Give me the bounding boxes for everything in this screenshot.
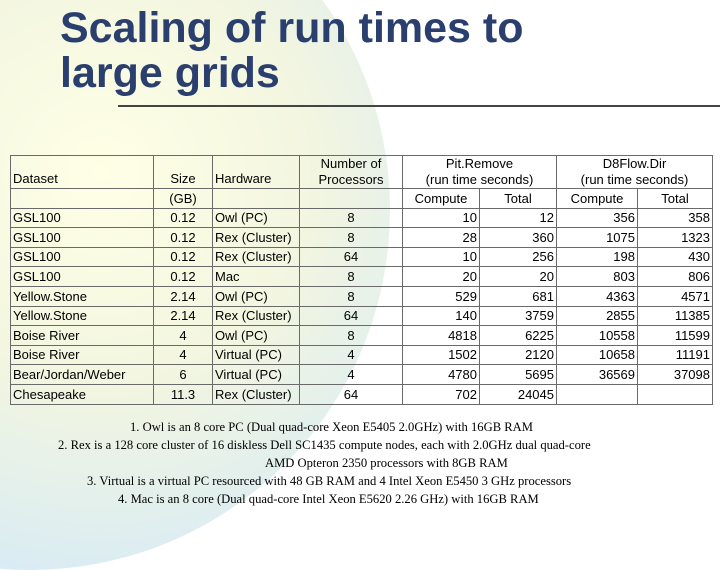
cell-pit-total: 24045 (480, 384, 557, 404)
cell-processors: 8 (300, 286, 403, 306)
header-num-processors (300, 156, 403, 189)
cell-hardware: Rex (Cluster) (213, 306, 300, 326)
table-row (11, 267, 713, 287)
header-num-processors-line1: Number of (320, 156, 382, 171)
table-row (11, 384, 713, 404)
cell-d8-total: 4571 (638, 286, 713, 306)
header-d8flowdir-line1: D8Flow.Dir (602, 156, 667, 171)
cell-hardware: Rex (Cluster) (213, 228, 300, 248)
cell-processors: 64 (300, 306, 403, 326)
note-rex-continued: AMD Opteron 2350 processors with 8GB RAM (265, 456, 508, 470)
cell-pit-total: 2120 (480, 345, 557, 365)
cell-size: 0.12 (154, 208, 213, 228)
header-size-unit: (GB) (154, 189, 213, 209)
cell-hardware: Owl (PC) (213, 286, 300, 306)
cell-d8-compute: 356 (557, 208, 638, 228)
cell-hardware: Owl (PC) (213, 208, 300, 228)
cell-dataset: Chesapeake (11, 384, 154, 404)
table-row (11, 326, 713, 346)
table-row (11, 345, 713, 365)
cell-processors: 64 (300, 384, 403, 404)
cell-pit-total: 360 (480, 228, 557, 248)
table-row (11, 247, 713, 267)
header-procs-blank (300, 189, 403, 209)
run-times-table (10, 155, 713, 405)
cell-d8-compute: 803 (557, 267, 638, 287)
cell-d8-compute: 2855 (557, 306, 638, 326)
cell-size: 4 (154, 345, 213, 365)
cell-size: 11.3 (154, 384, 213, 404)
header-d8-total: Total (638, 189, 713, 209)
cell-d8-compute: 1075 (557, 228, 638, 248)
cell-pit-compute: 10 (403, 247, 480, 267)
cell-size: 0.12 (154, 228, 213, 248)
cell-dataset: GSL100 (11, 267, 154, 287)
header-hardware: Hardware (213, 156, 300, 189)
header-num-processors-line2: Processors (318, 172, 384, 187)
cell-processors: 8 (300, 208, 403, 228)
cell-pit-compute: 20 (403, 267, 480, 287)
cell-dataset: Boise River (11, 345, 154, 365)
cell-size: 2.14 (154, 286, 213, 306)
cell-processors: 64 (300, 247, 403, 267)
header-dataset: Dataset (11, 156, 154, 189)
cell-processors: 8 (300, 326, 403, 346)
table-row (11, 306, 713, 326)
cell-d8-total: 11599 (638, 326, 713, 346)
cell-pit-compute: 4818 (403, 326, 480, 346)
cell-pit-total: 681 (480, 286, 557, 306)
cell-pit-compute: 4780 (403, 365, 480, 385)
cell-size: 0.12 (154, 247, 213, 267)
cell-d8-compute: 10558 (557, 326, 638, 346)
cell-pit-total: 3759 (480, 306, 557, 326)
note-mac: 4. Mac is an 8 core (Dual quad-core Intel Xeon E5620 2.26 GHz) with 16GB RAM (118, 492, 539, 506)
header-dataset-blank (11, 189, 154, 209)
cell-d8-compute: 198 (557, 247, 638, 267)
cell-hardware: Rex (Cluster) (213, 384, 300, 404)
cell-d8-compute: 36569 (557, 365, 638, 385)
cell-pit-total: 12 (480, 208, 557, 228)
cell-d8-total: 11191 (638, 345, 713, 365)
cell-d8-total: 430 (638, 247, 713, 267)
cell-d8-compute: 4363 (557, 286, 638, 306)
table-row (11, 286, 713, 306)
cell-dataset: Yellow.Stone (11, 286, 154, 306)
header-pitremove (403, 156, 557, 189)
table-row (11, 365, 713, 385)
title-divider (118, 105, 720, 107)
cell-processors: 8 (300, 228, 403, 248)
header-pitremove-line2: (run time seconds) (425, 172, 534, 187)
cell-hardware: Virtual (PC) (213, 345, 300, 365)
cell-d8-total: 37098 (638, 365, 713, 385)
cell-d8-total: 11385 (638, 306, 713, 326)
header-pitremove-line1: Pit.Remove (445, 156, 514, 171)
table-row (11, 208, 713, 228)
cell-pit-total: 20 (480, 267, 557, 287)
cell-hardware: Rex (Cluster) (213, 247, 300, 267)
cell-d8-total (638, 384, 713, 404)
cell-dataset: GSL100 (11, 208, 154, 228)
header-row-2 (11, 189, 713, 209)
title-line-1: Scaling of run times to (60, 4, 524, 52)
header-d8-compute: Compute (557, 189, 638, 209)
cell-pit-compute: 140 (403, 306, 480, 326)
cell-d8-compute (557, 384, 638, 404)
cell-pit-total: 6225 (480, 326, 557, 346)
cell-pit-total: 256 (480, 247, 557, 267)
cell-pit-compute: 10 (403, 208, 480, 228)
cell-size: 4 (154, 326, 213, 346)
header-pit-compute: Compute (403, 189, 480, 209)
cell-d8-total: 358 (638, 208, 713, 228)
header-row-1 (11, 156, 713, 189)
cell-pit-compute: 702 (403, 384, 480, 404)
cell-processors: 4 (300, 345, 403, 365)
table-row (11, 228, 713, 248)
slide-title (60, 6, 524, 96)
cell-size: 0.12 (154, 267, 213, 287)
cell-hardware: Mac (213, 267, 300, 287)
cell-processors: 8 (300, 267, 403, 287)
table-body (11, 208, 713, 404)
cell-dataset: Boise River (11, 326, 154, 346)
cell-dataset: Bear/Jordan/Weber (11, 365, 154, 385)
note-owl: 1. Owl is an 8 core PC (Dual quad-core Xeon E5405 2.0GHz) with 16GB RAM (130, 420, 533, 434)
header-size: Size (154, 156, 213, 189)
cell-size: 6 (154, 365, 213, 385)
cell-d8-total: 1323 (638, 228, 713, 248)
title-line-2: large grids (60, 49, 280, 97)
cell-d8-total: 806 (638, 267, 713, 287)
header-d8flowdir-line2: (run time seconds) (580, 172, 689, 187)
cell-hardware: Virtual (PC) (213, 365, 300, 385)
cell-size: 2.14 (154, 306, 213, 326)
header-pit-total: Total (480, 189, 557, 209)
cell-pit-total: 5695 (480, 365, 557, 385)
header-d8flowdir (557, 156, 713, 189)
cell-d8-compute: 10658 (557, 345, 638, 365)
cell-dataset: GSL100 (11, 228, 154, 248)
cell-pit-compute: 28 (403, 228, 480, 248)
note-virtual: 3. Virtual is a virtual PC resourced with 48 GB RAM and 4 Intel Xeon E5450 3 GHz processors (87, 474, 572, 488)
footnotes (30, 418, 720, 508)
header-hardware-blank (213, 189, 300, 209)
cell-dataset: Yellow.Stone (11, 306, 154, 326)
note-rex: 2. Rex is a 128 core cluster of 16 diskless Dell SC1435 compute nodes, each with 2.0GHz dual quad-core (58, 438, 591, 452)
cell-pit-compute: 529 (403, 286, 480, 306)
cell-hardware: Owl (PC) (213, 326, 300, 346)
cell-processors: 4 (300, 365, 403, 385)
cell-dataset: GSL100 (11, 247, 154, 267)
cell-pit-compute: 1502 (403, 345, 480, 365)
